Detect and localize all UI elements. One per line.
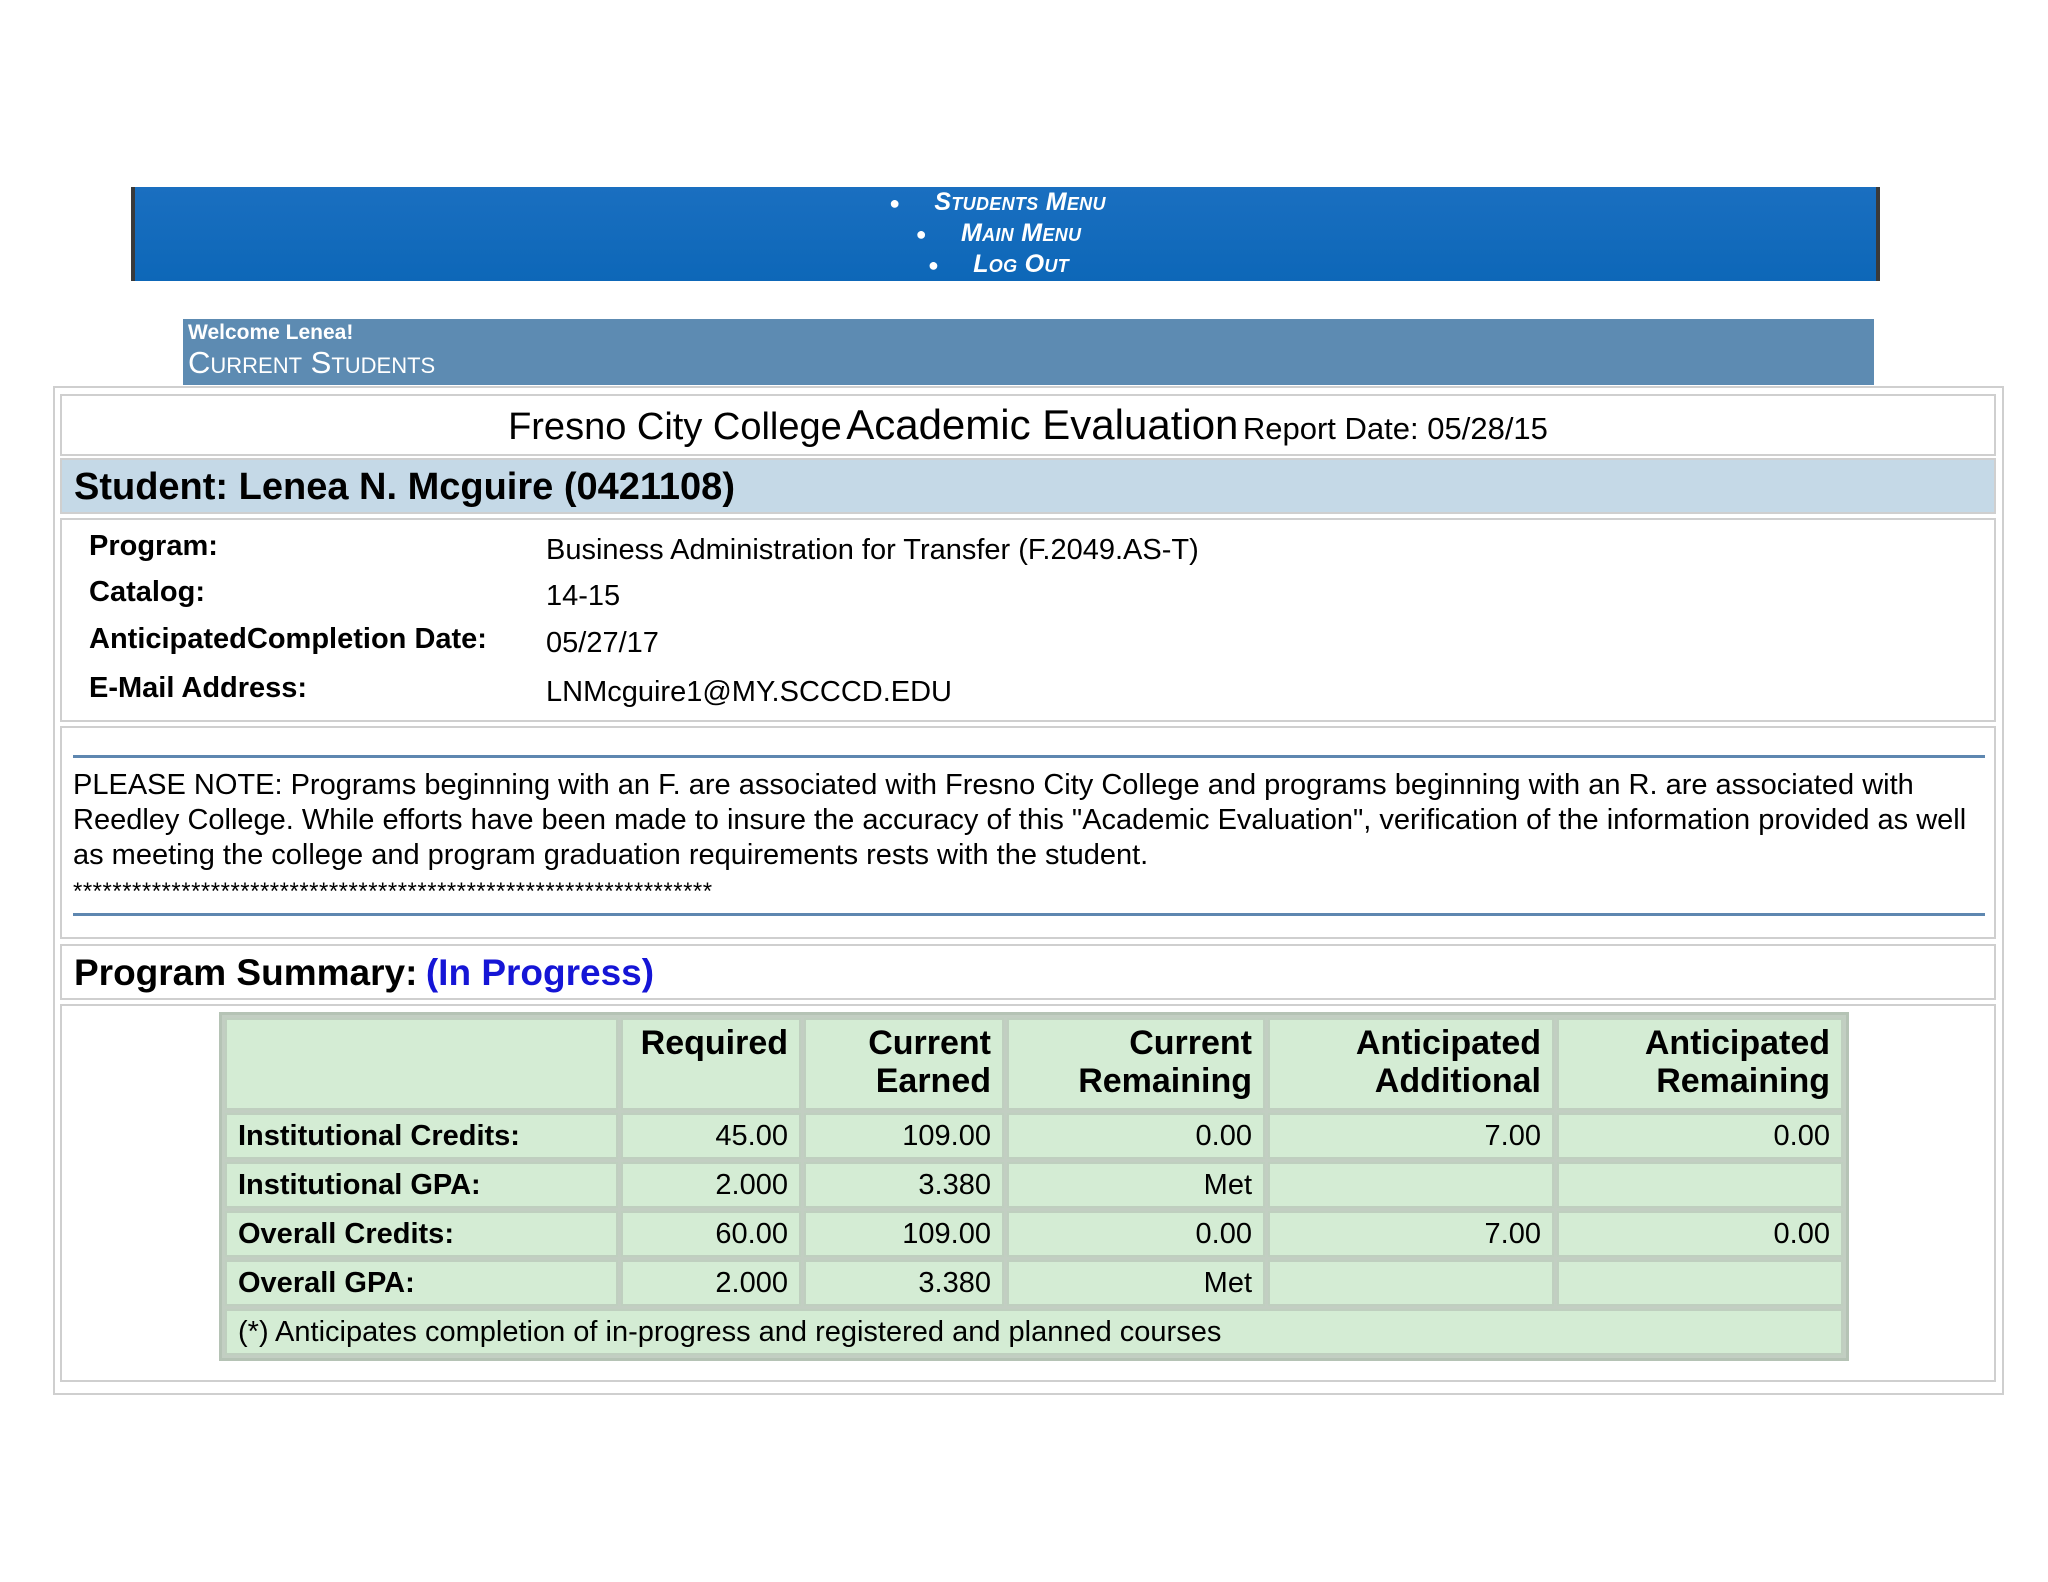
log-out-link[interactable]: Log Out <box>973 250 1069 278</box>
table-cell: 0.00 <box>1007 1211 1265 1257</box>
student-header <box>60 458 1996 514</box>
email-value: LNMcguire1@MY.SCCCD.EDU <box>546 676 952 708</box>
bullet-icon: ● <box>889 192 901 213</box>
table-cell: 7.00 <box>1268 1211 1554 1257</box>
table-cell: 2.000 <box>621 1260 801 1306</box>
note-box <box>60 726 1996 939</box>
table-header-row <box>225 1018 1843 1110</box>
header-anticipated-remaining: Anticipated Remaining <box>1557 1018 1843 1110</box>
main-menu-link[interactable]: Main Menu <box>960 219 1082 247</box>
top-nav-bar <box>131 187 1880 281</box>
program-value: Business Administration for Transfer (F.2049.AS-T) <box>546 534 1199 566</box>
header-required: Required <box>621 1018 801 1110</box>
note-stars: ***************************************************************** <box>73 878 713 905</box>
info-row-completion-date <box>89 623 1889 663</box>
table-cell: 2.000 <box>621 1162 801 1208</box>
table-cell: Met <box>1007 1260 1265 1306</box>
table-row <box>225 1162 1843 1208</box>
table-cell <box>1268 1260 1554 1306</box>
table-footnote: (*) Anticipates completion of in-progress and registered and planned courses <box>225 1309 1843 1355</box>
header-current-earned: Current Earned <box>804 1018 1004 1110</box>
college-name: Fresno City College <box>508 406 842 448</box>
table-cell: 0.00 <box>1557 1113 1843 1159</box>
table-cell <box>1268 1162 1554 1208</box>
table-cell: 0.00 <box>1557 1211 1843 1257</box>
email-label: E-Mail Address: <box>89 672 308 704</box>
welcome-greeting: Welcome Lenea! <box>188 321 354 344</box>
bullet-icon: ● <box>928 254 940 275</box>
student-heading: Student: Lenea N. Mcguire (0421108) <box>74 466 735 508</box>
table-cell: 3.380 <box>804 1162 1004 1208</box>
summary-table <box>219 1012 1849 1361</box>
table-row <box>225 1211 1843 1257</box>
welcome-bar <box>183 319 1874 385</box>
report-title: Academic Evaluation <box>846 401 1239 448</box>
report-title-box <box>60 394 1996 456</box>
row-label: Overall GPA: <box>225 1260 618 1306</box>
report-date: Report Date: 05/28/15 <box>1242 411 1548 446</box>
row-label: Institutional Credits: <box>225 1113 618 1159</box>
header-blank <box>225 1018 618 1110</box>
nav-item-log-out <box>121 249 1876 280</box>
table-cell: 0.00 <box>1007 1113 1265 1159</box>
program-label: Program: <box>89 530 218 562</box>
evaluation-frame <box>53 386 2004 1395</box>
info-row-email <box>89 672 1889 712</box>
students-menu-link[interactable]: Students Menu <box>934 188 1106 216</box>
table-cell <box>1557 1260 1843 1306</box>
table-cell: 7.00 <box>1268 1113 1554 1159</box>
note-text: PLEASE NOTE: Programs beginning with an F. are associated with Fresno City College and programs beginning with an R. are associated with Reedley College. While efforts have been made to insure the accuracy of this "Academic Evaluation", verification of the information provided as well as meeting the college and program graduation requirements rests with the student. <box>73 769 1967 871</box>
info-row-program <box>89 530 1889 570</box>
table-cell: 3.380 <box>804 1260 1004 1306</box>
table-cell: 109.00 <box>804 1113 1004 1159</box>
table-cell <box>1557 1162 1843 1208</box>
divider-top <box>73 755 1985 758</box>
table-cell: 45.00 <box>621 1113 801 1159</box>
program-summary-header <box>60 944 1996 1000</box>
program-summary-label: Program Summary: <box>74 952 418 993</box>
row-label: Overall Credits: <box>225 1211 618 1257</box>
summary-table-box <box>60 1004 1996 1382</box>
table-footnote-row <box>225 1309 1843 1355</box>
completion-date-value: 05/27/17 <box>546 627 659 659</box>
table-row <box>225 1260 1843 1306</box>
nav-item-main-menu <box>121 218 1876 249</box>
section-title: Current Students <box>188 345 436 380</box>
table-cell: 60.00 <box>621 1211 801 1257</box>
student-info <box>60 518 1996 722</box>
completion-date-label: AnticipatedCompletion Date: <box>89 623 487 655</box>
info-row-catalog <box>89 576 1889 616</box>
table-row <box>225 1113 1843 1159</box>
table-cell: Met <box>1007 1162 1265 1208</box>
nav-item-students-menu <box>119 187 1876 218</box>
nav-menu <box>135 187 1876 280</box>
catalog-label: Catalog: <box>89 576 205 608</box>
bullet-icon: ● <box>915 223 927 244</box>
catalog-value: 14-15 <box>546 580 621 612</box>
divider-bottom <box>73 913 1985 916</box>
header-current-remaining: Current Remaining <box>1007 1018 1265 1110</box>
program-status: (In Progress) <box>425 952 655 993</box>
table-cell: 109.00 <box>804 1211 1004 1257</box>
header-anticipated-additional: Anticipated Additional <box>1268 1018 1554 1110</box>
row-label: Institutional GPA: <box>225 1162 618 1208</box>
